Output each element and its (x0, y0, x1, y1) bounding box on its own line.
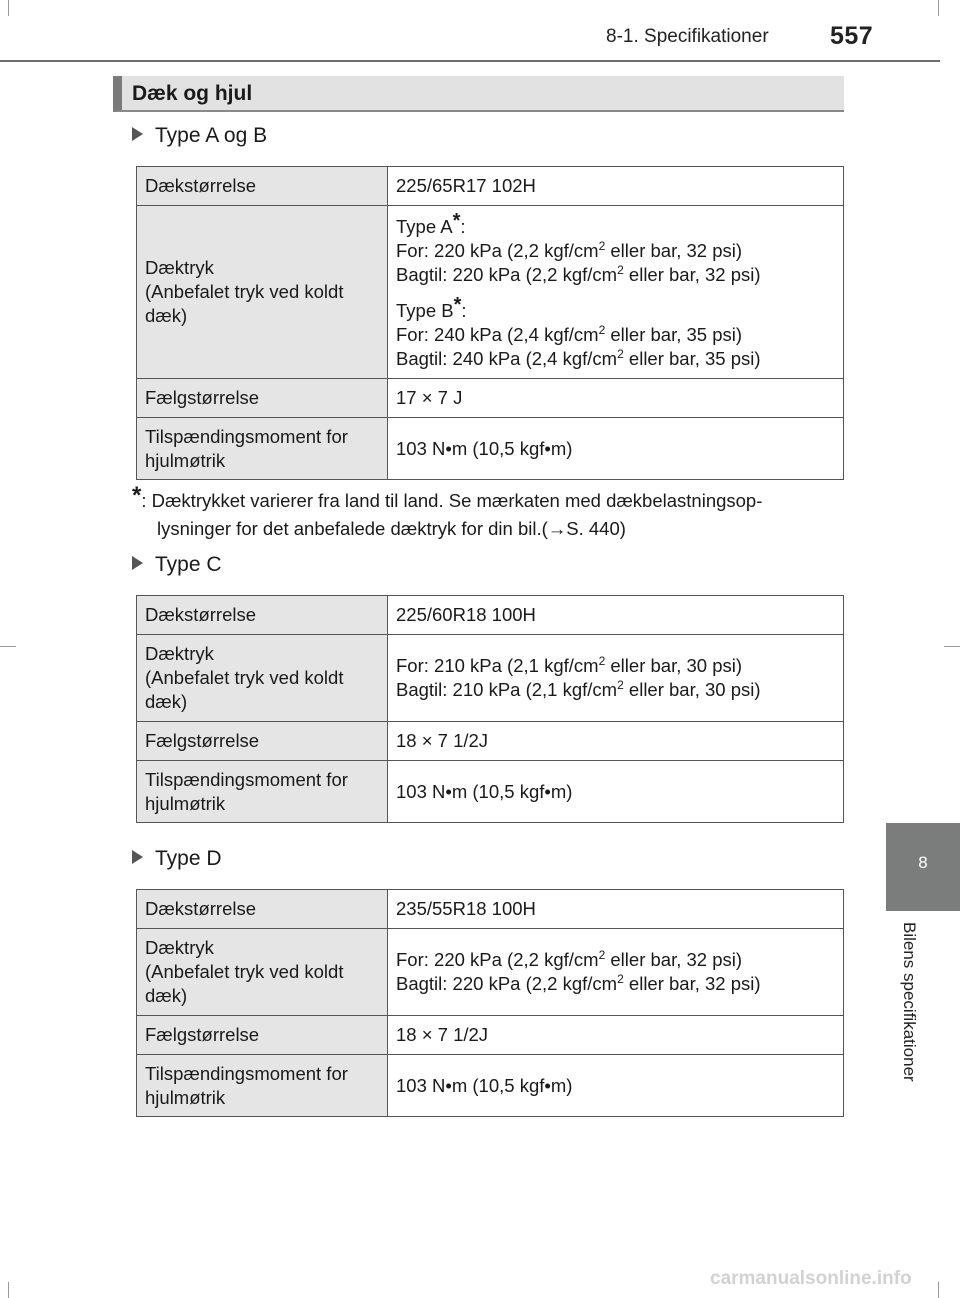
spec-table-type-d (136, 889, 844, 1117)
superscript: 2 (617, 346, 624, 361)
header-section-title: 8-1. Specifikationer (606, 26, 769, 47)
table-row-rim-size (137, 1016, 844, 1055)
row-label (137, 206, 388, 379)
row-value: 17 × 7 J (388, 379, 844, 418)
type-a-front: For: 220 kPa (2,2 kgf/cm (396, 240, 599, 261)
pressure-label-note: (Anbefalet tryk ved koldt dæk) (145, 961, 344, 1006)
spec-table-type-c (136, 595, 844, 823)
subheading-label: Type C (155, 553, 222, 576)
row-label: Tilspændingsmoment for hjulmøtrik (137, 1055, 388, 1117)
subheading-type-c (132, 553, 222, 577)
triangle-bullet-icon (132, 850, 143, 864)
watermark: carmanualsonline.info (710, 1268, 912, 1289)
rear-pressure: Bagtil: 220 kPa (2,2 kgf/cm (396, 973, 618, 994)
row-label: Fælgstørrelse (137, 1016, 388, 1055)
row-value: 225/60R18 100H (388, 596, 844, 635)
rear-pressure: Bagtil: 210 kPa (2,1 kgf/cm (396, 679, 618, 700)
row-value: 235/55R18 100H (388, 890, 844, 929)
rear-pressure-tail: eller bar, 30 psi) (623, 679, 761, 700)
table-row-tire-pressure (137, 635, 844, 722)
page-number: 557 (830, 22, 874, 50)
crop-mark (944, 646, 960, 647)
footnote-marker: * (132, 482, 142, 509)
chapter-tab[interactable] (886, 823, 960, 911)
row-label: Dækstørrelse (137, 596, 388, 635)
row-value (388, 635, 844, 722)
footnote-line-2-wrap (132, 515, 844, 543)
row-value: 18 × 7 1/2J (388, 722, 844, 761)
row-label (137, 635, 388, 722)
row-value: 103 N•m (10,5 kgf•m) (388, 418, 844, 480)
spec-table-type-a-b (136, 166, 844, 480)
superscript: 2 (617, 971, 624, 986)
table-row-wheel-nut-torque (137, 761, 844, 823)
pressure-label: Dæktryk (145, 643, 214, 664)
pressure-label-note: (Anbefalet tryk ved koldt dæk) (145, 667, 344, 712)
pressure-label: Dæktryk (145, 937, 214, 958)
section-title: Dæk og hjul (132, 82, 253, 105)
pressure-label-note: (Anbefalet tryk ved koldt dæk) (145, 281, 344, 326)
crop-mark (0, 646, 16, 647)
asterisk: * (453, 294, 462, 316)
type-a-label: Type A (396, 216, 453, 237)
type-b-front: For: 240 kPa (2,4 kgf/cm (396, 324, 599, 345)
chapter-number: 8 (918, 853, 928, 872)
section-heading-bar (113, 76, 844, 112)
table-row-tire-size (137, 167, 844, 206)
table-row-tire-size (137, 596, 844, 635)
chapter-label: Bilens specifikationer (900, 922, 919, 1082)
crop-mark (8, 0, 9, 16)
crop-mark (8, 1282, 9, 1298)
row-label: Fælgstørrelse (137, 379, 388, 418)
pressure-label: Dæktryk (145, 257, 214, 278)
table-row-tire-size (137, 890, 844, 929)
rear-pressure-tail: eller bar, 32 psi) (623, 973, 761, 994)
type-b-rear-tail: eller bar, 35 psi) (623, 348, 761, 369)
superscript: 2 (617, 262, 624, 277)
subheading-label: Type D (155, 847, 222, 870)
front-pressure-tail: eller bar, 30 psi) (605, 655, 743, 676)
crop-mark (938, 1282, 939, 1298)
row-label: Dækstørrelse (137, 167, 388, 206)
header-rule (0, 60, 940, 62)
table-row-rim-size (137, 379, 844, 418)
triangle-bullet-icon (132, 127, 143, 141)
row-label: Tilspændingsmoment for hjulmøtrik (137, 418, 388, 480)
superscript: 2 (617, 677, 624, 692)
row-label (137, 929, 388, 1016)
front-pressure: For: 210 kPa (2,1 kgf/cm (396, 655, 599, 676)
row-value: 103 N•m (10,5 kgf•m) (388, 761, 844, 823)
subheading-label: Type A og B (155, 124, 268, 147)
arrow-right-icon: → (547, 518, 567, 539)
superscript: 2 (598, 947, 606, 962)
table-row-wheel-nut-torque (137, 418, 844, 480)
subheading-type-d (132, 847, 222, 871)
crop-mark (938, 0, 939, 16)
row-value (388, 206, 844, 379)
colon: : (460, 216, 466, 237)
table-row-tire-pressure (137, 206, 844, 379)
table-row-rim-size (137, 722, 844, 761)
footnote-page-ref[interactable]: S. 440) (566, 518, 626, 539)
type-a-rear: Bagtil: 220 kPa (2,2 kgf/cm (396, 264, 618, 285)
row-label: Fælgstørrelse (137, 722, 388, 761)
triangle-bullet-icon (132, 556, 143, 570)
table-row-wheel-nut-torque (137, 1055, 844, 1117)
type-b-label: Type B (396, 300, 454, 321)
superscript: 2 (598, 238, 606, 253)
type-b-rear: Bagtil: 240 kPa (2,4 kgf/cm (396, 348, 618, 369)
footnote-line-1: : Dæktrykket varierer fra land til land. Se mærkaten med dækbelastningsop- (141, 490, 763, 511)
superscript: 2 (598, 653, 606, 668)
type-a-rear-tail: eller bar, 32 psi) (623, 264, 761, 285)
front-pressure: For: 220 kPa (2,2 kgf/cm (396, 949, 599, 970)
front-pressure-tail: eller bar, 32 psi) (605, 949, 743, 970)
row-label: Dækstørrelse (137, 890, 388, 929)
table-row-tire-pressure (137, 929, 844, 1016)
row-label: Tilspændingsmoment for hjulmøtrik (137, 761, 388, 823)
subheading-type-a-b (132, 124, 267, 148)
row-value: 103 N•m (10,5 kgf•m) (388, 1055, 844, 1117)
row-value (388, 929, 844, 1016)
row-value: 225/65R17 102H (388, 167, 844, 206)
superscript: 2 (598, 322, 606, 337)
colon: : (461, 300, 467, 321)
type-a-front-tail: eller bar, 32 psi) (605, 240, 743, 261)
footnote (132, 482, 844, 543)
asterisk: * (452, 210, 461, 232)
row-value: 18 × 7 1/2J (388, 1016, 844, 1055)
type-b-front-tail: eller bar, 35 psi) (605, 324, 743, 345)
footnote-line-2: lysninger for det anbefalede dæktryk for din bil.( (157, 518, 548, 539)
